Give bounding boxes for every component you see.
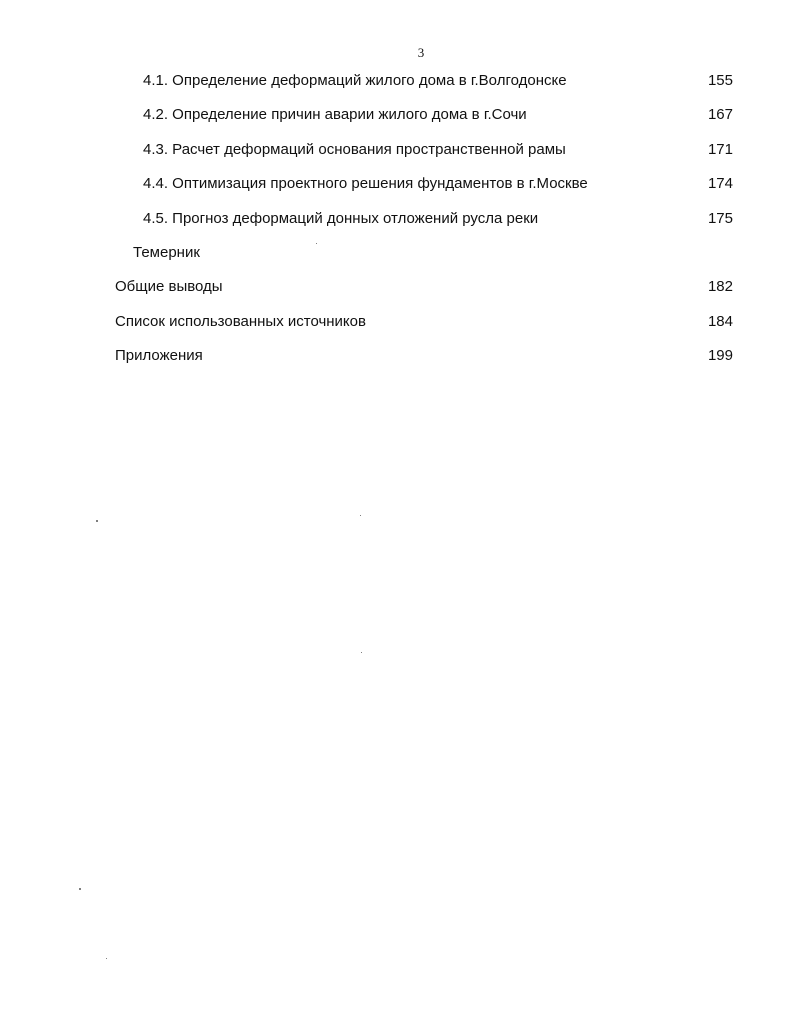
toc-entry-4-4-page: 174 [707,175,733,192]
scan-speck [361,652,362,653]
toc-entry-4-4-title: 4.4. Оптимизация проектного решения фундаментов в г.Москве [143,175,588,192]
toc-entry-references-page: 184 [707,313,733,330]
toc-entry-appendices-page: 199 [707,347,733,364]
page-number: 3 [417,45,425,60]
toc-entry-references-title: Список использованных источников [115,313,366,330]
scan-speck [79,888,81,890]
scan-speck [360,515,361,516]
scan-speck [106,958,107,959]
toc-entry-4-2-page: 167 [707,106,733,123]
toc-entry-4-1-title: 4.1. Определение деформаций жилого дома в г.Волгодонске [143,72,567,89]
scan-speck [316,243,317,244]
toc-entry-appendices-title: Приложения [115,347,203,364]
toc-entry-4-2-title: 4.2. Определение причин аварии жилого дома в г.Сочи [143,106,527,123]
toc-entry-conclusions-page: 182 [707,278,733,295]
toc-entry-4-5-page: 175 [707,210,733,227]
toc-entry-conclusions-title: Общие выводы [115,278,223,295]
toc-entry-4-1-page: 155 [707,72,733,89]
scan-speck [96,520,98,522]
toc-entry-4-5-continuation: Темерник [133,244,200,261]
toc-entry-4-3-title: 4.3. Расчет деформаций основания пространственной рамы [143,141,566,158]
toc-entry-4-3-page: 171 [707,141,733,158]
toc-entry-4-5-title: 4.5. Прогноз деформаций донных отложений русла реки [143,210,539,227]
